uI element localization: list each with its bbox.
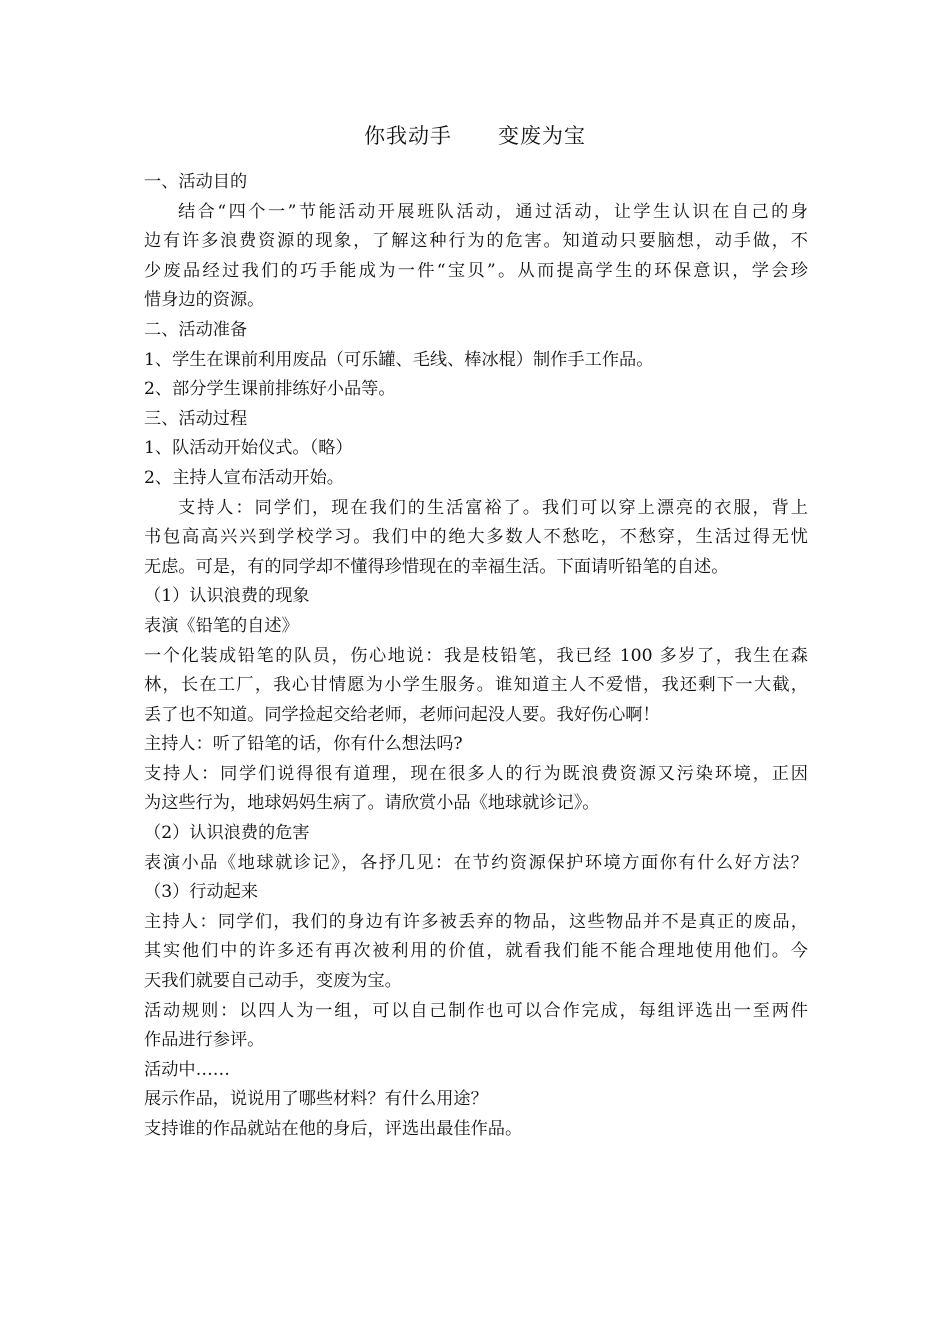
document-body bbox=[144, 168, 808, 1145]
paragraph-line: 林，长在工厂，我心甘情愿为小学生服务。谁知道主人不爱惜，我还剩下一大截， bbox=[144, 675, 808, 696]
paragraph-line: 活动中…… bbox=[144, 1059, 230, 1080]
paragraph-line: 丢了也不知道。同学捡起交给老师，老师问起没人要。我好伤心啊！ bbox=[144, 704, 660, 725]
paragraph-line: 活动规则：以四人为一组，可以自己制作也可以合作完成，每组评选出一至两件 bbox=[144, 1000, 808, 1021]
paragraph-line: 其实他们中的许多还有再次被利用的价值，就看我们能不能合理地使用他们。今 bbox=[144, 941, 808, 962]
section-heading-purpose: 一、活动目的 bbox=[144, 172, 248, 192]
section-heading-process: 三、活动过程 bbox=[144, 408, 248, 429]
paragraph-line: 支持人：同学们说得很有道理，现在很多人的行为既浪费资源又污染环境，正因 bbox=[144, 763, 808, 784]
paragraph-line: 天我们就要自己动手，变废为宝。 bbox=[144, 971, 402, 992]
paragraph-line: 为这些行为，地球妈妈生病了。请欣赏小品《地球就诊记》。 bbox=[144, 793, 600, 814]
subsection-heading: （3）行动起来 bbox=[144, 882, 259, 903]
subsection-heading: （2）认识浪费的危害 bbox=[144, 823, 310, 844]
subsection-heading: （1）认识浪费的现象 bbox=[144, 586, 310, 607]
paragraph-line: 支持人：同学们，现在我们的生活富裕了。我们可以穿上漂亮的衣服，背上 bbox=[178, 497, 808, 518]
list-item: 2、部分学生课前排练好小品等。 bbox=[144, 379, 396, 400]
paragraph-line: 主持人：同学们，我们的身边有许多被丢弃的物品，这些物品并不是真正的废品， bbox=[144, 911, 808, 932]
paragraph-line: 表演小品《地球就诊记》，各抒几见：在节约资源保护环境方面你有什么好方法？ bbox=[144, 852, 808, 873]
paragraph-line: 书包高高兴兴到学校学习。我们中的绝大多数人不愁吃，不愁穿，生活过得无忧 bbox=[144, 527, 808, 548]
paragraph-line: 无虑。可是，有的同学却不懂得珍惜现在的幸福生活。下面请听铅笔的自述。 bbox=[144, 556, 729, 577]
paragraph-line: 主持人：听了铅笔的话，你有什么想法吗? bbox=[144, 734, 463, 755]
paragraph-line: 结合“四个一”节能活动开展班队活动，通过活动，让学生认识在自己的身 bbox=[178, 201, 808, 222]
paragraph-line: 展示作品，说说用了哪些材料？有什么用途？ bbox=[144, 1089, 488, 1110]
document-title: 你我动手 变废为宝 bbox=[363, 124, 587, 148]
section-heading-preparation: 二、活动准备 bbox=[144, 319, 248, 340]
paragraph-line: 惜身边的资源。 bbox=[144, 290, 265, 311]
list-item: 1、学生在课前利用废品（可乐罐、毛线、棒冰棍）制作手工作品。 bbox=[144, 349, 654, 370]
paragraph-line: 表演《铅笔的自述》 bbox=[144, 615, 299, 636]
paragraph-line: 作品进行参评。 bbox=[144, 1030, 265, 1051]
list-item: 1、队活动开始仪式。（略） bbox=[144, 438, 353, 459]
paragraph-line: 边有许多浪费资源的现象，了解这种行为的危害。知道动只要脑想，动手做，不 bbox=[144, 231, 808, 252]
paragraph-line: 一个化装成铅笔的队员，伤心地说：我是枝铅笔，我已经 100 多岁了，我生在森 bbox=[144, 645, 808, 666]
list-item: 2、主持人宣布活动开始。 bbox=[144, 467, 344, 488]
paragraph-line: 少废品经过我们的巧手能成为一件“宝贝”。从而提高学生的环保意识，学会珍 bbox=[144, 260, 808, 281]
paragraph-line: 支持谁的作品就站在他的身后，评选出最佳作品。 bbox=[144, 1119, 523, 1139]
